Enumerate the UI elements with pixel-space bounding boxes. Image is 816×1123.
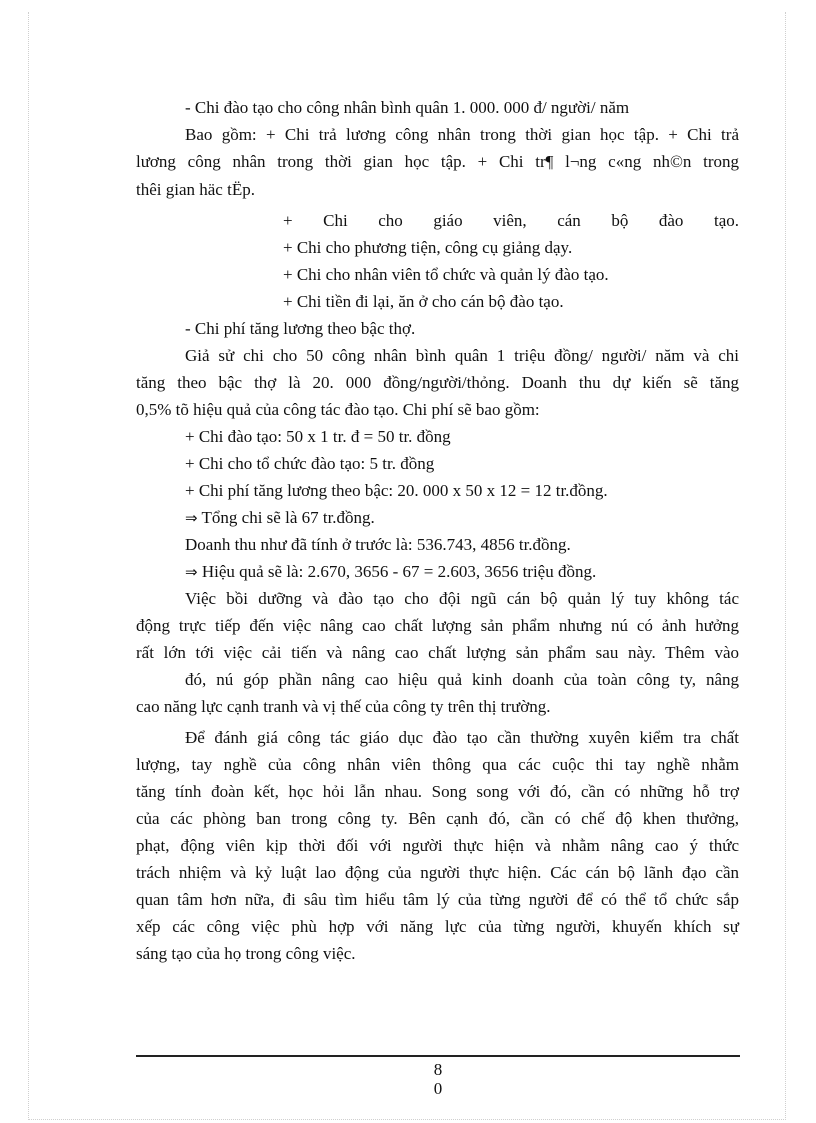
- text-line: 0,5% tõ hiệu quả của công tác đào tạo. Chi phí sẽ bao gồm:: [136, 400, 540, 419]
- text-line: Doanh thu như đã tính ở trước là: 536.743, 4856 tr.đồng.: [185, 535, 571, 554]
- text-line: đó, nú góp phần nâng cao hiệu quả kinh doanh của toàn công ty, nâng: [185, 670, 739, 689]
- result-line: [136, 558, 739, 585]
- text-line: - Chi đào tạo cho công nhân bình quân 1. 000. 000 đ/ người/ năm: [185, 98, 630, 117]
- page-number-digit: 8: [433, 1060, 443, 1079]
- document-body: [136, 94, 739, 967]
- text-line: quan tâm hơn nữa, đi sâu tìm hiểu tâm lý của từng người để có thể tổ chức sắp: [136, 890, 739, 909]
- text-line: Bao gồm: + Chi trả lương công nhân trong thời gian học tập. + Chi trả: [185, 125, 739, 144]
- text-line: tăng tính đoàn kết, học hỏi lẫn nhau. Song song với đó, cần có những hỗ trợ: [136, 782, 739, 801]
- total-text: Tổng chi sẽ là 67 tr.đồng.: [201, 508, 375, 527]
- text-line: lượng, tay nghề của công nhân viên thông qua các cuộc thi tay nghề nhằm: [136, 755, 739, 774]
- list-item: + Chi đào tạo: 50 x 1 tr. đ = 50 tr. đồng: [185, 427, 451, 446]
- text-line: - Chi phí tăng lương theo bậc thợ.: [185, 319, 416, 338]
- arrow-icon: ⇒: [185, 509, 198, 527]
- list-item: + Chi cho phương tiện, công cụ giảng dạy.: [283, 238, 573, 257]
- page-number-digit: 0: [433, 1079, 443, 1098]
- footer-rule: [136, 1055, 740, 1057]
- list-item: + Chi phí tăng lương theo bậc: 20. 000 x 50 x 12 = 12 tr.đồng.: [185, 481, 608, 500]
- text-line: phạt, động viên kịp thời đối với người thực hiện và nhằm nâng cao ý thức: [136, 836, 739, 855]
- text-line: thêi gian häc tËp.: [136, 180, 255, 199]
- text-line: xếp các công việc phù hợp với năng lực của từng người, khuyến khích sự: [136, 917, 739, 936]
- text-line: tăng theo bậc thợ là 20. 000 đồng/người/thỏng. Doanh thu dự kiến sẽ tăng: [136, 373, 739, 392]
- list-item: + Chi cho giáo viên, cán bộ đào tạo.: [283, 211, 739, 230]
- text-line: rất lớn tới việc cải tiến và nâng cao chất lượng sản phẩm sau này. Thêm vào: [136, 643, 739, 662]
- text-line: Giả sử chi cho 50 công nhân bình quân 1 triệu đồng/ người/ năm và chi: [185, 346, 739, 365]
- text-line: Để đánh giá công tác giáo dục đào tạo cần thường xuyên kiểm tra chất: [185, 728, 739, 747]
- text-line: của các phòng ban trong công ty. Bên cạnh đó, cần có chế độ khen thưởng,: [136, 809, 739, 828]
- text-line: động trực tiếp đến việc nâng cao chất lượng sản phẩm nhưng nú có ảnh hưởng: [136, 616, 739, 635]
- result-text: Hiệu quả sẽ là: 2.670, 3656 - 67 = 2.603, 3656 triệu đồng.: [201, 562, 597, 581]
- list-item: + Chi tiền đi lại, ăn ở cho cán bộ đào tạo.: [283, 292, 564, 311]
- arrow-icon: ⇒: [185, 563, 198, 581]
- text-line: cao năng lực cạnh tranh và vị thế của công ty trên thị trường.: [136, 697, 551, 716]
- text-line: sáng tạo của họ trong công việc.: [136, 944, 356, 963]
- total-line: [136, 504, 739, 531]
- text-line: Việc bồi dưỡng và đào tạo cho đội ngũ cán bộ quản lý tuy không tác: [185, 589, 739, 608]
- page-number: [428, 1060, 448, 1098]
- text-line: trách nhiệm và kỷ luật lao động của người thực hiện. Các cán bộ lãnh đạo cần: [136, 863, 739, 882]
- list-item: + Chi cho nhân viên tổ chức và quản lý đào tạo.: [283, 265, 609, 284]
- text-line: lương công nhân trong thời gian học tập. + Chi tr¶ l¬ng c«ng nh©n trong: [136, 152, 739, 171]
- list-item: + Chi cho tổ chức đào tạo: 5 tr. đồng: [185, 454, 435, 473]
